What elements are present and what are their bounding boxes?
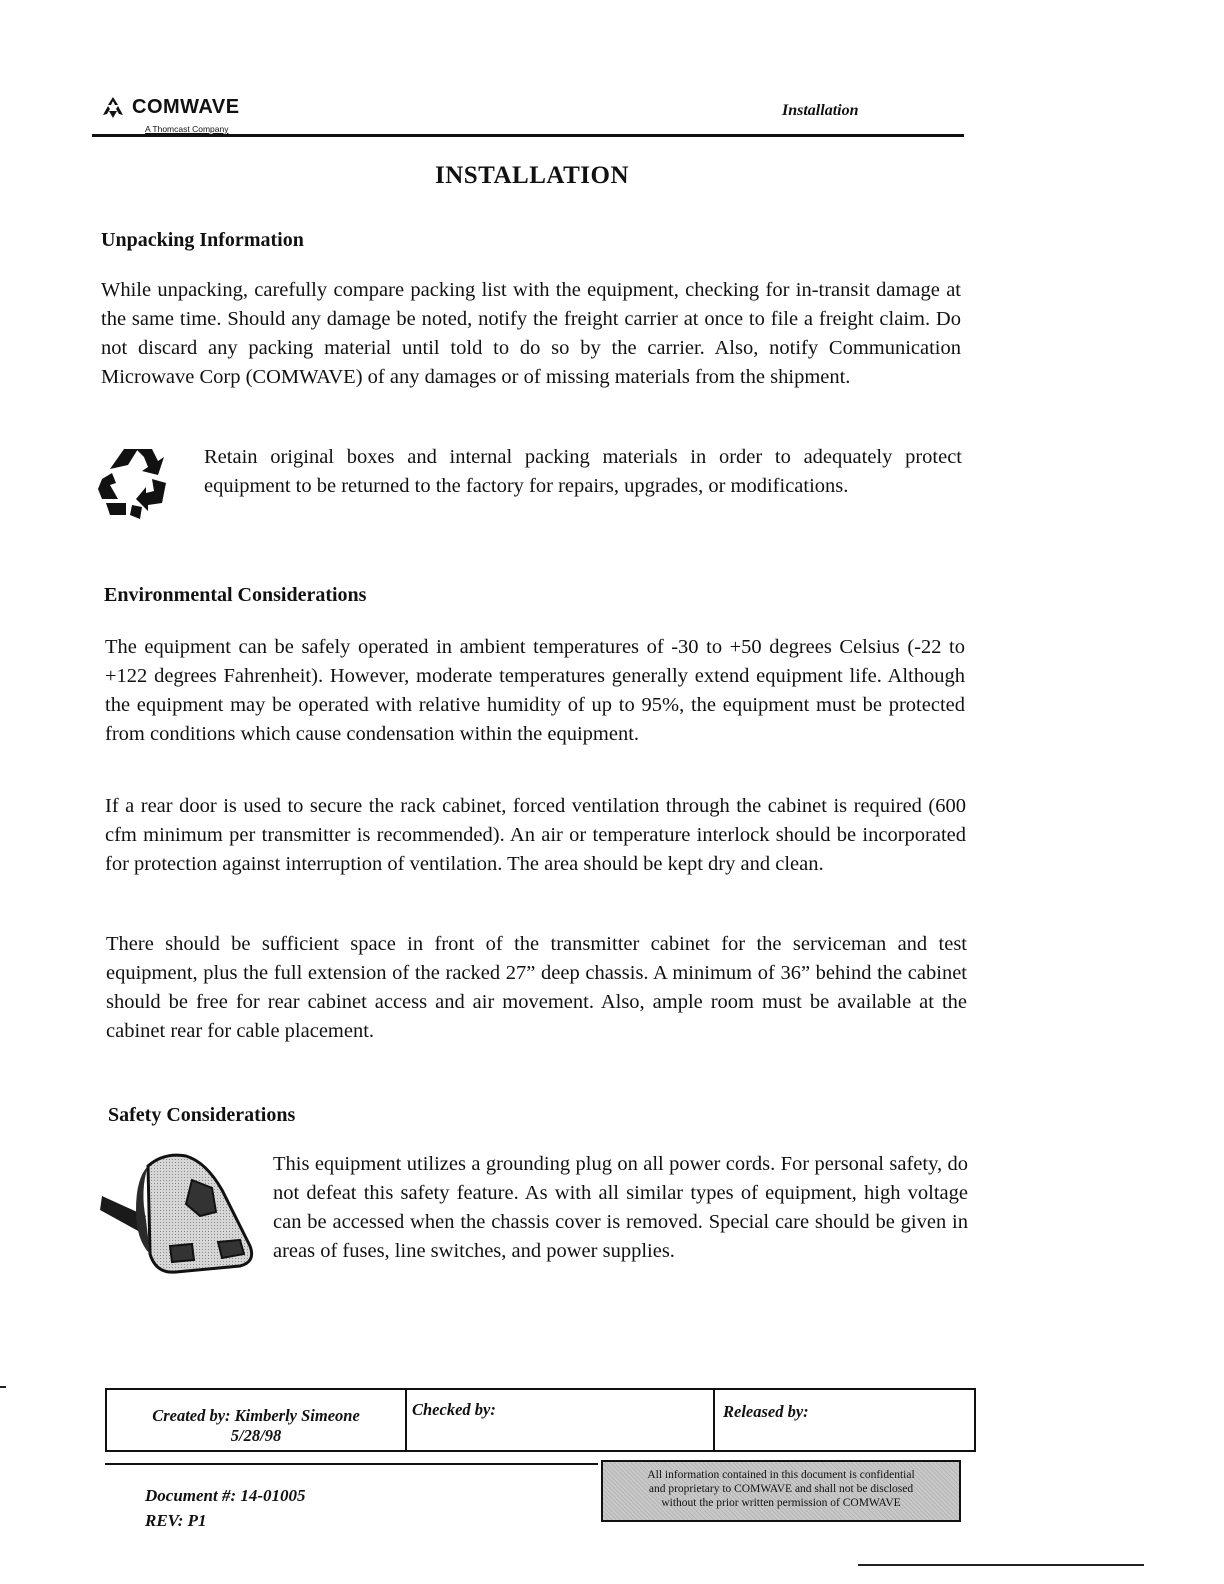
signature-table xyxy=(105,1388,976,1452)
confidentiality-notice xyxy=(601,1460,961,1522)
page-title: INSTALLATION xyxy=(434,162,629,189)
retain-packaging-note: Retain original boxes and internal packing materials in order to adequately protect equipment to be returned to the factory for repairs, upgrades, or modifications. xyxy=(204,446,962,497)
checked-by-label: Checked by: xyxy=(412,1400,496,1419)
recycle-icon xyxy=(96,445,174,523)
footer-divider xyxy=(105,1463,598,1465)
grounding-plug-icon xyxy=(100,1150,260,1280)
created-by-label: Created by: Kimberly Simeone xyxy=(152,1406,360,1425)
created-date: 5/28/98 xyxy=(230,1426,282,1445)
environmental-paragraph-3: There should be sufficient space in front of the transmitter cabinet for the serviceman and test equipment, plus the full extension of the racked 27” deep chassis. A minimum of 36” behind the cabinet should be free for rear cabinet access and air movement. Also, ample room must be available at the cabinet rear for cable placement. xyxy=(106,933,967,1042)
document-info xyxy=(145,1483,306,1533)
confidential-line-1: All information contained in this document is confidential xyxy=(647,1469,915,1481)
comwave-logo-icon xyxy=(100,95,126,119)
safety-paragraph: This equipment utilizes a grounding plug on all power cords. For personal safety, do not defeat this safety feature. As with all similar types of equipment, high voltage can be accessed when the chassis cover is removed. Special care should be given in areas of fuses, line switches, and power supplies. xyxy=(273,1153,968,1262)
confidential-line-3: without the prior written permission of COMWAVE xyxy=(661,1497,901,1509)
section-label: Installation xyxy=(782,102,859,119)
bottom-scan-line xyxy=(858,1564,1144,1566)
revision: REV: P1 xyxy=(145,1511,207,1530)
released-by-cell xyxy=(713,1390,974,1450)
brand-name: COMWAVE xyxy=(132,95,240,118)
margin-mark xyxy=(0,1386,6,1388)
unpacking-heading: Unpacking Information xyxy=(101,229,304,251)
released-by-label: Released by: xyxy=(723,1402,809,1421)
environmental-paragraph-1: The equipment can be safely operated in ambient temperatures of -30 to +50 degrees Celsius (-22 to +122 degrees Fahrenheit). However, moderate temperatures generally extend equipment life. Although the equipment may be operated with relative humidity of up to 95%, the equipment must be protected from conditions which cause condensation within the equipment. xyxy=(105,636,965,745)
created-by-cell xyxy=(107,1390,405,1450)
document-number: Document #: 14-01005 xyxy=(145,1486,306,1505)
environmental-paragraph-2: If a rear door is used to secure the rack cabinet, forced ventilation through the cabinet is required (600 cfm minimum per transmitter is recommended). An air or temperature interlock should be incorporated for protection against interruption of ventilation. The area should be kept dry and clean. xyxy=(105,795,966,875)
confidential-line-2: and proprietary to COMWAVE and shall not be disclosed xyxy=(648,1483,914,1495)
company-logo xyxy=(100,95,240,119)
brand-subtitle: A Thomcast Company xyxy=(145,124,229,134)
safety-heading: Safety Considerations xyxy=(108,1104,296,1126)
header-divider xyxy=(92,134,964,137)
checked-by-cell xyxy=(405,1390,713,1450)
unpacking-paragraph: While unpacking, carefully compare packing list with the equipment, checking for in-transit damage at the same time. Should any damage be noted, notify the freight carrier at once to file a freight claim. Do not discard any packing material until told to do so by the carrier. Also, notify Communication Microwave Corp (COMWAVE) of any damages or of missing materials from the shipment. xyxy=(101,279,961,388)
environmental-heading: Environmental Considerations xyxy=(104,584,367,606)
